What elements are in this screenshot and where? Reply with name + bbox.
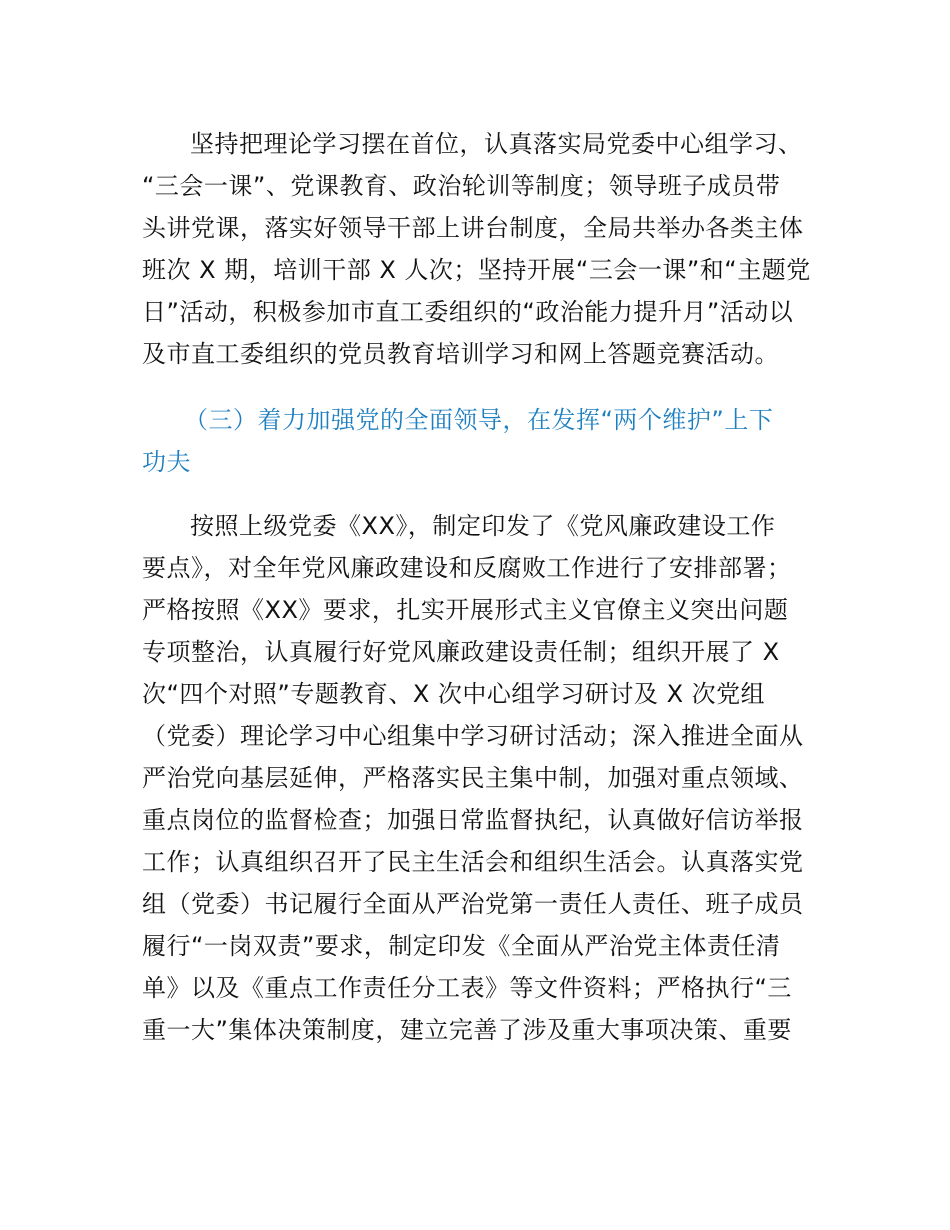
paragraph-2-line-2: 要点》，对全年党风廉政建设和反腐败工作进行了安排部署；: [142, 554, 792, 582]
paragraph-2-line-4: 专项整治，认真履行好党风廉政建设责任制；组织开展了 X: [142, 638, 780, 666]
paragraph-2-line-12: 单》以及《重点工作责任分工表》等文件资料；严格执行“三: [142, 974, 792, 1002]
paragraph-2-line-11: 履行“一岗双责”要求，制定印发《全面从严治党主体责任清: [142, 932, 781, 960]
paragraph-2-line-9: 工作；认真组织召开了民主生活会和组织生活会。认真落实党: [142, 848, 804, 876]
paragraph-2-line-8: 重点岗位的监督检查；加强日常监督执纪，认真做好信访举报: [142, 806, 804, 834]
paragraph-1-line-1: 坚持把理论学习摆在首位，认真落实局党委中心组学习、: [190, 130, 803, 158]
paragraph-1-line-6: 及市直工委组织的党员教育培训学习和网上答题竞赛活动。: [142, 340, 779, 368]
paragraph-2-line-1: 按照上级党委《XX》，制定印发了《党风廉政建设工作: [190, 512, 776, 540]
paragraph-1-line-4: 班次 X 期，培训干部 X 人次；坚持开展“三会一课”和“主题党: [142, 256, 811, 284]
paragraph-1-line-3: 头讲党课，落实好领导干部上讲台制度，全局共举办各类主体: [142, 214, 804, 242]
section-heading-line-1: （三）着力加强党的全面领导，在发挥“两个维护”上下: [184, 406, 774, 434]
paragraph-2-line-7: 严治党向基层延伸，严格落实民主集中制，加强对重点领域、: [142, 764, 804, 792]
paragraph-2-line-10: 组（党委）书记履行全面从严治党第一责任人责任、班子成员: [142, 890, 804, 918]
paragraph-1-line-2: “三会一课”、党课教育、政治轮训等制度；领导班子成员带: [142, 172, 781, 200]
paragraph-2-line-6: （党委）理论学习中心组集中学习研讨活动；深入推进全面从: [142, 722, 804, 750]
paragraph-2-line-3: 严格按照《XX》要求，扎实开展形式主义官僚主义突出问题: [142, 596, 789, 624]
section-heading-line-2: 功夫: [142, 448, 191, 476]
paragraph-2-line-13: 重一大”集体决策制度，建立完善了涉及重大事项决策、重要: [142, 1016, 792, 1044]
paragraph-2-line-5: 次“四个对照”专题教育、X 次中心组学习研讨及 X 次党组: [142, 680, 766, 708]
paragraph-1-line-5: 日”活动，积极参加市直工委组织的“政治能力提升月”活动以: [142, 298, 794, 326]
